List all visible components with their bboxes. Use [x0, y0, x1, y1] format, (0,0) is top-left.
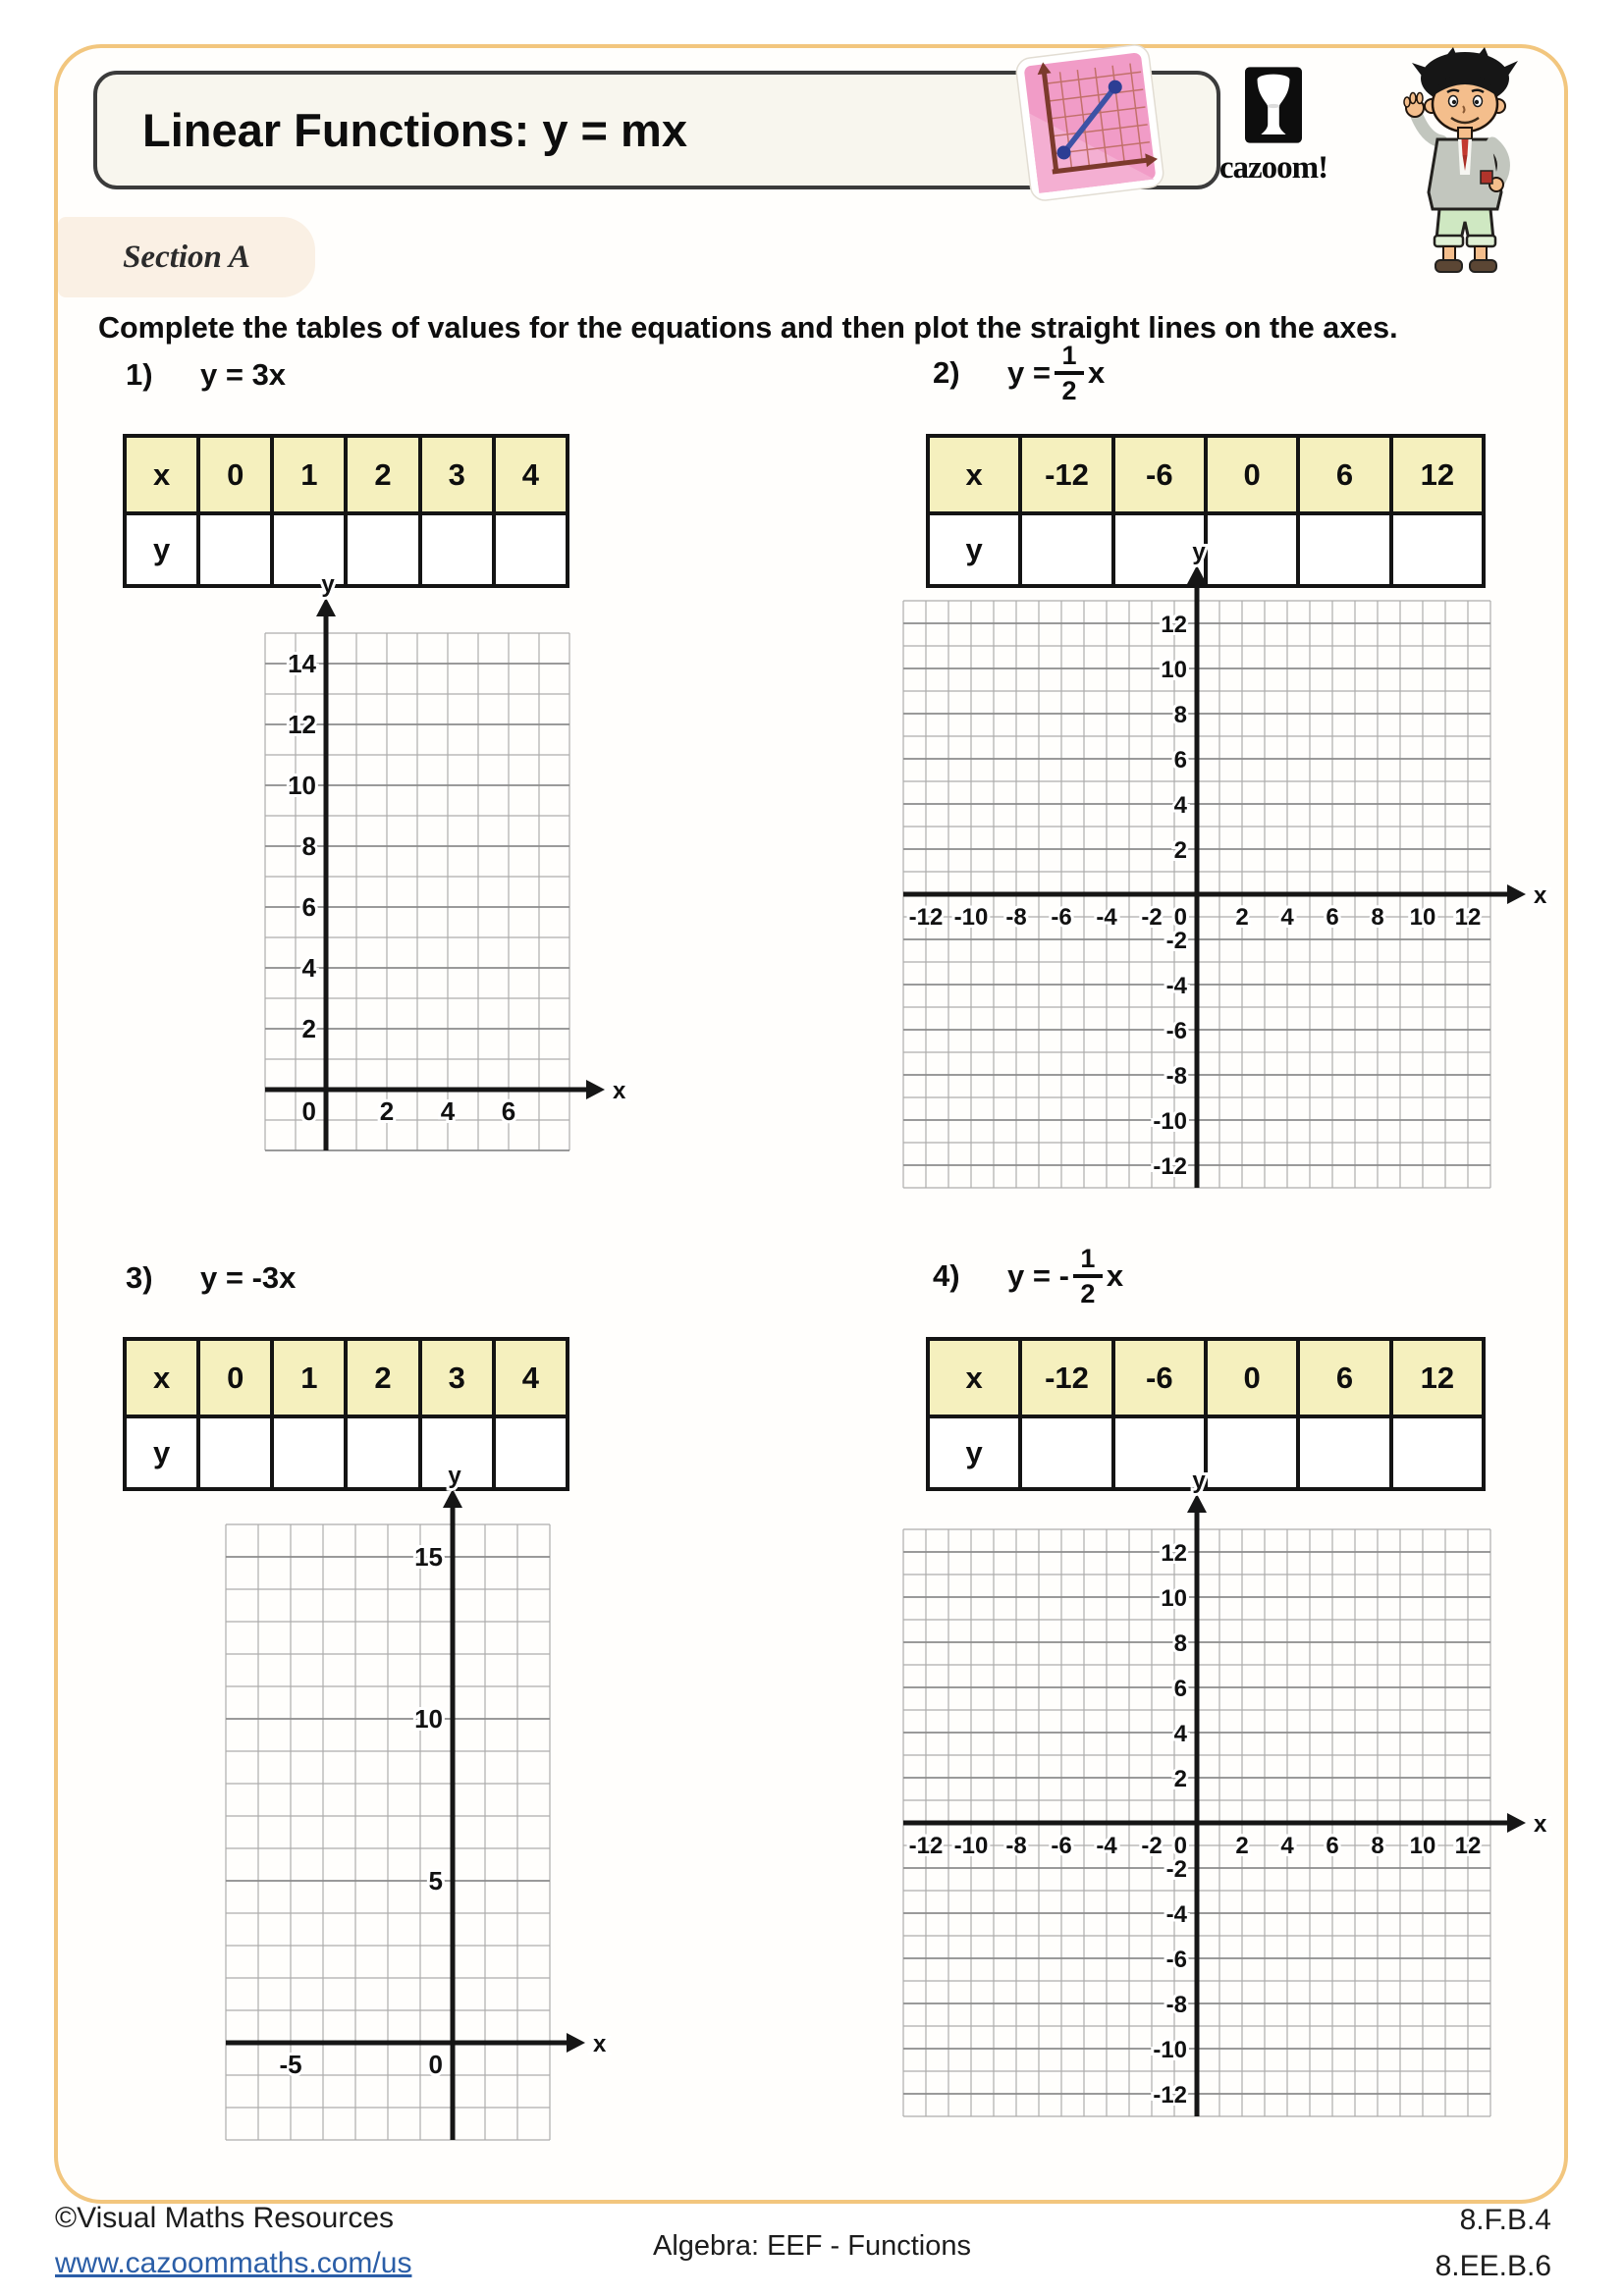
x-tick-label: -10 — [953, 1833, 989, 1859]
copyright-text: ©Visual Maths Resources — [55, 2202, 395, 2234]
fraction-numerator: 1 — [1080, 1244, 1096, 1273]
x-tick-label: -4 — [1096, 904, 1117, 931]
x-tick-label: 8 — [1371, 1833, 1384, 1859]
website-link[interactable]: www.cazoommaths.com/us — [55, 2247, 412, 2279]
x-tick-label: 8 — [1371, 904, 1384, 931]
coordinate-grid — [218, 1462, 613, 2150]
table-x-value-cell: -12 — [1020, 436, 1112, 513]
y-tick-label: 10 — [288, 771, 316, 800]
y-tick-label: -2 — [1165, 928, 1187, 954]
x-axis-name-label: x — [1534, 1811, 1547, 1838]
x-tick-label: 12 — [1454, 1833, 1482, 1859]
y-axis-arrowhead — [1187, 565, 1207, 584]
problem-number: 2) — [933, 355, 960, 390]
x-tick-label: 4 — [1280, 904, 1294, 931]
y-tick-label: 8 — [301, 831, 316, 861]
instruction-text: Complete the tables of values for the equations and then plot the straight lines on the axes. — [98, 311, 1398, 345]
problem-number: 4) — [933, 1258, 960, 1293]
table-x-value-cell: 4 — [494, 1339, 568, 1416]
y-axis-arrowhead — [316, 598, 336, 616]
graph-line-icon-svg — [1012, 41, 1166, 204]
x-tick-label: -12 — [908, 1833, 944, 1859]
coordinate-grid — [257, 570, 632, 1160]
y-tick-label: 4 — [1173, 1721, 1187, 1747]
page-title: Linear Functions: y = mx — [142, 104, 687, 156]
x-tick-label: -2 — [1141, 904, 1163, 931]
fraction-numerator: 1 — [1061, 341, 1077, 370]
table-x-value-cell: -6 — [1113, 1339, 1206, 1416]
y-tick-label: 6 — [1173, 747, 1187, 774]
table-x-value-cell: 6 — [1298, 1339, 1390, 1416]
table-x-value-cell: -12 — [1020, 1339, 1112, 1416]
graph-4 — [895, 1467, 1553, 2131]
x-axis-arrowhead — [567, 2033, 585, 2053]
x-tick-label: 4 — [440, 1096, 456, 1126]
problem-number: 1) — [126, 357, 153, 392]
table-x-value-cell: 3 — [420, 1339, 494, 1416]
origin-tick-label: 0 — [301, 1096, 316, 1126]
y-tick-label: -10 — [1153, 1108, 1187, 1135]
y-tick-label: 6 — [1173, 1676, 1187, 1702]
table-x-value-cell: 1 — [272, 436, 346, 513]
y-tick-label: -8 — [1165, 1063, 1187, 1090]
x-tick-label: 2 — [379, 1096, 395, 1126]
y-tick-label: -12 — [1153, 1153, 1187, 1180]
y-tick-label: -8 — [1165, 1992, 1187, 2018]
x-tick-label: 12 — [1454, 904, 1482, 931]
y-tick-label: 5 — [428, 1866, 443, 1896]
y-axis-name-label: y — [321, 571, 335, 598]
problem-1-heading — [126, 346, 288, 404]
problem-number: 3) — [126, 1260, 153, 1295]
y-tick-label: 15 — [414, 1542, 443, 1572]
problem-3-heading — [126, 1249, 298, 1308]
x-tick-label: -2 — [1141, 1833, 1163, 1859]
table-x-label-cell: x — [125, 436, 198, 513]
x-tick-label: 10 — [1409, 904, 1436, 931]
y-axis-name-label: y — [448, 1463, 461, 1489]
problem-equation — [198, 357, 288, 393]
boy-mascot-svg — [1386, 45, 1543, 276]
y-axis-arrowhead — [1187, 1494, 1207, 1513]
x-tick-label: -12 — [908, 904, 944, 931]
y-tick-label: 8 — [1173, 1630, 1187, 1657]
x-tick-label: 6 — [1326, 1833, 1339, 1859]
values-table — [123, 434, 569, 588]
equation-text: y = 3x — [200, 357, 287, 392]
y-tick-label: 6 — [301, 892, 316, 922]
table-y-label-cell: y — [928, 513, 1020, 586]
fraction-denominator: 2 — [1061, 376, 1077, 405]
y-tick-label: 2 — [301, 1014, 316, 1043]
y-axis-name-label: y — [1192, 1468, 1206, 1494]
logo-text: cazoom! — [1218, 150, 1328, 186]
y-tick-label: -2 — [1165, 1856, 1187, 1883]
origin-tick-label: 0 — [1173, 1833, 1187, 1859]
table-x-value-cell: 6 — [1298, 436, 1390, 513]
fraction-bar — [1055, 371, 1084, 375]
x-tick-label: -8 — [1005, 1833, 1027, 1859]
origin-tick-label: 0 — [1173, 904, 1187, 931]
standard-code: 8.EE.B.6 — [1435, 2250, 1551, 2282]
table-x-value-cell: 0 — [1206, 436, 1298, 513]
graph-3 — [218, 1462, 613, 2155]
table-x-label-cell: x — [125, 1339, 198, 1416]
table-y-label-cell: y — [125, 513, 198, 586]
x-tick-label: 10 — [1409, 1833, 1436, 1859]
fraction-denominator: 2 — [1080, 1279, 1096, 1308]
x-tick-label: 2 — [1235, 904, 1249, 931]
y-tick-label: 8 — [1173, 702, 1187, 728]
equation-suffix: x — [1087, 355, 1106, 390]
equation-suffix: x — [1106, 1258, 1124, 1293]
x-axis-name-label: x — [1534, 882, 1547, 909]
problem-4-heading — [933, 1227, 1125, 1325]
table-x-value-cell: 4 — [494, 436, 568, 513]
table-x-label-cell: x — [928, 436, 1020, 513]
y-axis-arrowhead — [443, 1489, 462, 1508]
graph-line-icon — [1012, 41, 1166, 204]
y-tick-label: 4 — [301, 953, 316, 983]
standards-codes — [1435, 2197, 1551, 2289]
table-y-label-cell: y — [928, 1416, 1020, 1489]
coordinate-grid — [895, 1467, 1553, 2126]
x-axis-name-label: x — [613, 1078, 626, 1104]
x-axis-arrowhead — [1507, 884, 1526, 904]
y-tick-label: 12 — [288, 710, 316, 739]
y-tick-label: -10 — [1153, 2037, 1187, 2063]
graph-1 — [257, 570, 632, 1165]
y-tick-label: -4 — [1165, 973, 1187, 999]
x-tick-label: -6 — [1051, 904, 1072, 931]
x-tick-label: -8 — [1005, 904, 1027, 931]
cazoom-logo — [1210, 67, 1337, 187]
problem-2-heading — [933, 324, 1107, 422]
x-tick-label: -5 — [279, 2050, 302, 2079]
y-tick-label: -12 — [1153, 2082, 1187, 2109]
y-tick-label: 10 — [1161, 1585, 1187, 1612]
table-x-label-cell: x — [928, 1339, 1020, 1416]
coordinate-grid — [895, 538, 1553, 1198]
section-label-chip — [58, 217, 315, 297]
drum-icon — [1245, 67, 1302, 143]
x-tick-label: 6 — [1326, 904, 1339, 931]
y-tick-label: 12 — [1161, 1540, 1187, 1567]
y-tick-label: -6 — [1165, 1947, 1187, 1973]
x-tick-label: -4 — [1096, 1833, 1117, 1859]
table-x-value-cell: -6 — [1113, 436, 1206, 513]
table-x-value-cell: 2 — [346, 1339, 419, 1416]
graph-2 — [895, 538, 1553, 1202]
y-tick-label: -4 — [1165, 1901, 1187, 1928]
fraction-bar — [1073, 1274, 1103, 1278]
y-tick-label: 2 — [1173, 837, 1187, 864]
x-tick-label: 2 — [1235, 1833, 1249, 1859]
table-x-value-cell: 2 — [346, 436, 419, 513]
equation-prefix: y = — [1007, 355, 1051, 390]
fraction — [1055, 341, 1084, 405]
table-x-value-cell: 12 — [1391, 1339, 1484, 1416]
y-tick-label: -6 — [1165, 1018, 1187, 1044]
x-axis-arrowhead — [586, 1080, 605, 1099]
equation-prefix: y = - — [1007, 1258, 1069, 1293]
table-x-value-cell: 12 — [1391, 436, 1484, 513]
x-tick-label: -10 — [953, 904, 989, 931]
x-tick-label: 4 — [1280, 1833, 1294, 1859]
x-tick-label: 6 — [501, 1096, 516, 1126]
boy-mascot-illustration — [1386, 45, 1543, 281]
x-tick-label: -6 — [1051, 1833, 1072, 1859]
table-y-label-cell: y — [125, 1416, 198, 1489]
y-tick-label: 14 — [288, 649, 316, 678]
footer-category-text: Algebra: EEF - Functions — [653, 2230, 971, 2262]
equation-text: y = -3x — [200, 1260, 297, 1295]
fraction — [1073, 1244, 1103, 1308]
values-table-1 — [123, 434, 569, 588]
section-label: Section A — [123, 239, 250, 275]
x-axis-arrowhead — [1507, 1813, 1526, 1833]
table-x-value-cell: 0 — [198, 1339, 272, 1416]
table-x-value-cell: 1 — [272, 1339, 346, 1416]
table-x-value-cell: 0 — [1206, 1339, 1298, 1416]
problem-equation — [198, 1260, 298, 1296]
y-tick-label: 10 — [1161, 657, 1187, 683]
standard-code: 8.F.B.4 — [1459, 2204, 1551, 2236]
problem-equation — [1005, 341, 1107, 405]
origin-tick-label: 0 — [428, 2050, 443, 2079]
table-x-value-cell: 3 — [420, 436, 494, 513]
y-tick-label: 4 — [1173, 792, 1187, 819]
table-x-value-cell: 0 — [198, 436, 272, 513]
problem-equation — [1005, 1244, 1125, 1308]
y-tick-label: 10 — [414, 1704, 443, 1734]
x-axis-name-label: x — [593, 2031, 607, 2057]
y-tick-label: 2 — [1173, 1766, 1187, 1792]
y-axis-name-label: y — [1192, 539, 1206, 565]
y-tick-label: 12 — [1161, 612, 1187, 638]
